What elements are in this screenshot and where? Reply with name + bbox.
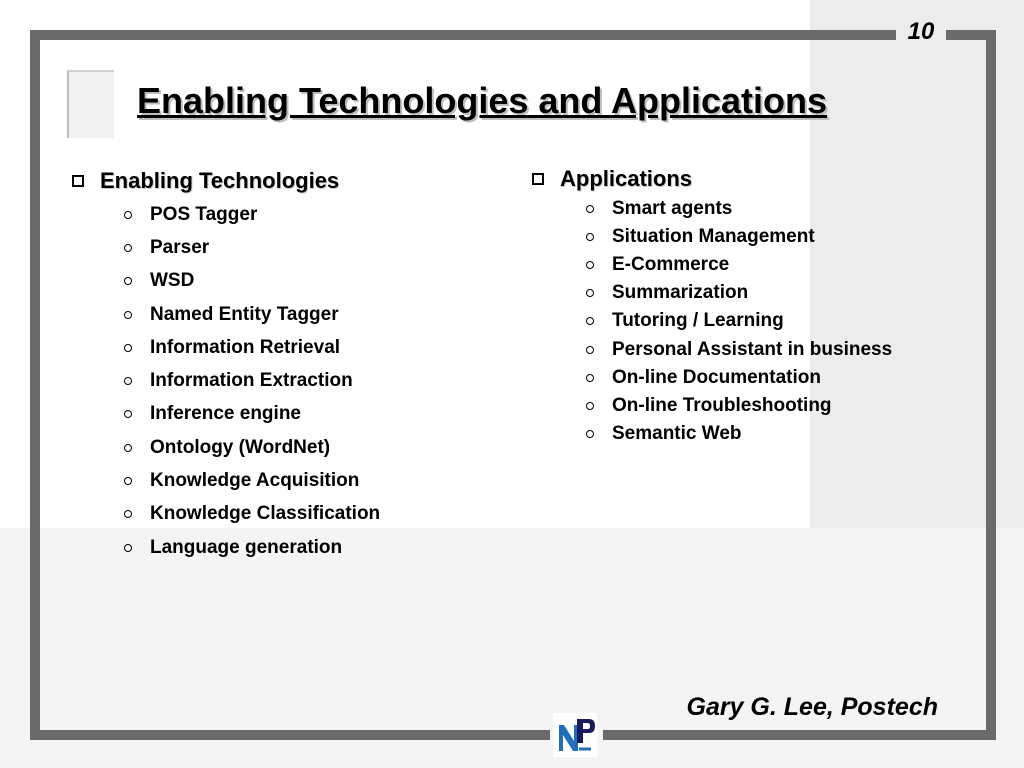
slide-title: Enabling Technologies and Applications — [137, 80, 828, 121]
circle-bullet-icon — [586, 205, 594, 213]
list-item-label: Inference engine — [150, 403, 301, 425]
list-item — [124, 265, 380, 298]
author-footer: Gary G. Lee, Postech — [686, 693, 938, 721]
circle-bullet-icon — [124, 311, 132, 319]
circle-bullet-icon — [586, 402, 594, 410]
list-item-label: Summarization — [612, 282, 749, 304]
list-item-label: WSD — [150, 270, 195, 292]
circle-bullet-icon — [586, 289, 594, 297]
list-item-label: Ontology (WordNet) — [150, 436, 331, 458]
circle-bullet-icon — [124, 477, 132, 485]
list-item — [586, 335, 892, 363]
list-item — [586, 251, 892, 279]
frame-top-left — [30, 30, 896, 40]
list-item-label: E-Commerce — [612, 254, 730, 276]
nlp-logo-icon — [553, 713, 597, 757]
list-item — [124, 498, 380, 531]
title-decoration — [67, 70, 114, 138]
frame-left — [30, 30, 40, 740]
list-item — [124, 331, 380, 364]
list-item — [124, 431, 380, 464]
circle-bullet-icon — [124, 344, 132, 352]
list-item-label: On-line Troubleshooting — [612, 394, 832, 416]
circle-bullet-icon — [586, 430, 594, 438]
list-item — [586, 392, 892, 420]
list-item-label: POS Tagger — [150, 203, 258, 225]
list-item-label: Personal Assistant in business — [612, 338, 893, 360]
circle-bullet-icon — [124, 277, 132, 285]
circle-bullet-icon — [586, 346, 594, 354]
section-heading — [532, 166, 892, 192]
list-item — [124, 231, 380, 264]
enabling-technologies-section — [72, 168, 380, 564]
page-number: 10 — [907, 18, 935, 45]
section-heading-label: Applications — [560, 166, 693, 191]
list-item — [586, 223, 892, 251]
circle-bullet-icon — [124, 244, 132, 252]
frame-right — [986, 30, 996, 740]
frame-bottom-left — [30, 730, 550, 740]
list-item-label: Situation Management — [612, 226, 815, 248]
list-item-label: Knowledge Acquisition — [150, 470, 360, 492]
list-item-label: Tutoring / Learning — [612, 310, 784, 332]
list-item — [124, 531, 380, 564]
list-item — [586, 307, 892, 335]
list-item-label: Knowledge Classification — [150, 503, 381, 525]
list-item-label: On-line Documentation — [612, 366, 821, 388]
circle-bullet-icon — [586, 317, 594, 325]
circle-bullet-icon — [124, 377, 132, 385]
list-item — [124, 198, 380, 231]
circle-bullet-icon — [124, 510, 132, 518]
list-item-label: Smart agents — [612, 198, 733, 220]
list-item — [124, 364, 380, 397]
circle-bullet-icon — [124, 544, 132, 552]
list-item-label: Information Extraction — [150, 370, 353, 392]
circle-bullet-icon — [586, 261, 594, 269]
section-heading — [72, 168, 380, 194]
frame-bottom-right — [603, 730, 996, 740]
circle-bullet-icon — [124, 444, 132, 452]
circle-bullet-icon — [586, 233, 594, 241]
application-list — [586, 195, 892, 448]
square-bullet-icon — [72, 175, 84, 187]
list-item — [124, 298, 380, 331]
list-item — [124, 398, 380, 431]
list-item-label: Parser — [150, 236, 210, 258]
applications-section — [532, 166, 892, 448]
list-item — [586, 364, 892, 392]
list-item-label: Named Entity Tagger — [150, 303, 339, 325]
list-item-label: Language generation — [150, 536, 343, 558]
square-bullet-icon — [532, 173, 544, 185]
section-heading-label: Enabling Technologies — [100, 168, 340, 193]
list-item — [586, 195, 892, 223]
list-item — [124, 464, 380, 497]
list-item — [586, 279, 892, 307]
circle-bullet-icon — [124, 410, 132, 418]
technology-list — [124, 198, 380, 564]
list-item-label: Semantic Web — [612, 422, 742, 444]
circle-bullet-icon — [124, 211, 132, 219]
list-item — [586, 420, 892, 448]
list-item-label: Information Retrieval — [150, 336, 341, 358]
circle-bullet-icon — [586, 374, 594, 382]
